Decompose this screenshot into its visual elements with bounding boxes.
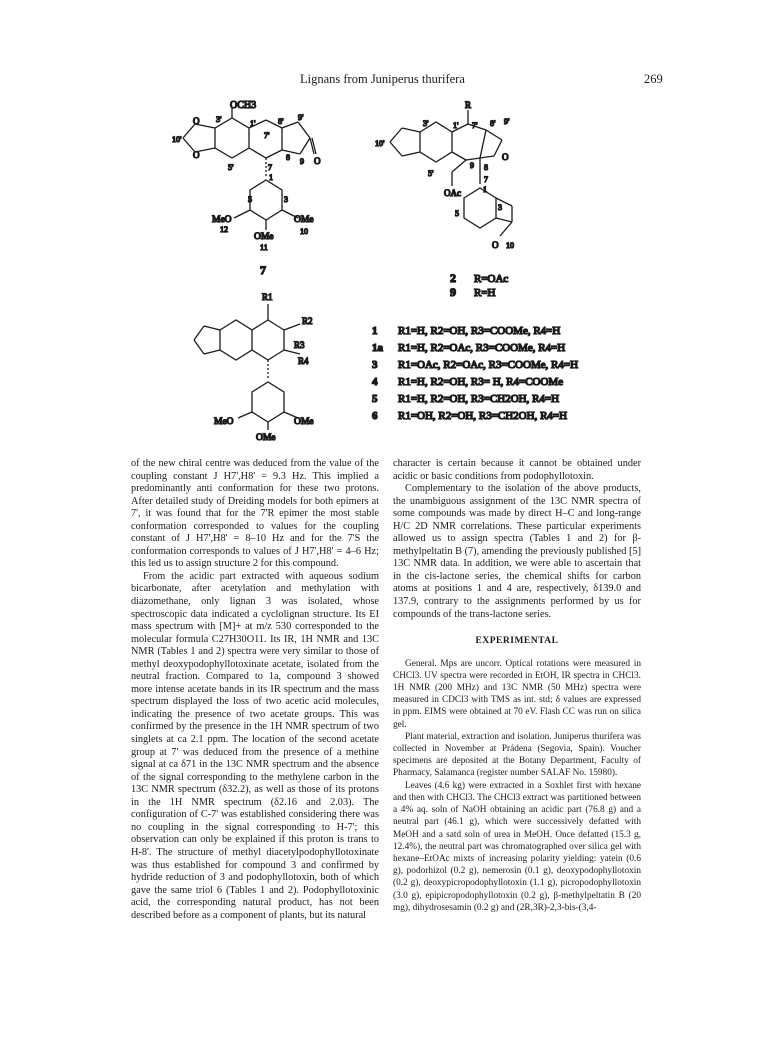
compound-7-number: 7	[260, 263, 266, 277]
gs-label-ome-r: OMe	[294, 417, 314, 427]
gs-label-r3: R3	[294, 340, 305, 350]
c2-label-1p: 1'	[453, 121, 459, 130]
gs-label-r2: R2	[302, 316, 313, 326]
c2-label-8p: 8'	[490, 119, 496, 128]
compound-2-9-structure	[390, 110, 512, 236]
c7-label-7: 7	[268, 163, 272, 172]
c7-label-meo: MeO	[212, 215, 232, 225]
paragraph: Complementary to the isolation of the above products, the unambiguous assignment of the 13C NMR spectra of some compounds was made by direct H–C and long-range H/C 2D NMR correlations. These particular experiments allowed us to assign spectra (Tables 1 and 2) for β-methylpeltatin B (7), amending the previously published [5] 13C NMR data. In addition, we were able to ascertain that in the cis-lactone series, the chemical shifts for carbon atoms at positions 1 and 4 are, respectively, δ139.0 and 137.9, contrary to the assignments performed by us for compounds of the trans-lactone series.	[393, 483, 641, 620]
paragraph: Leaves (4.6 kg) were extracted in a Soxhlet first with hexane and then with CHCl3. The CHCl3 extract was partitioned between a 4% aq. soln of NaOH obtaining an acidic part (76.8 g) and a neutral part (46.1 g), which were successively defatted with MeOH and a satd soln of urea in MeOH. Once defatted (15.3 g, 12.4%), the neutral part was chromatographed over silica gel with hexane–EtOAc mixts of increasing polarity yielding: yatein (0.6 g), podorhizol (0.2 g), nemerosin (0.1 g), deoxypodophyllotoxin (0.2 g), deoxypicropodophyllotoxin (1.1 g), picropodophyllotoxin (3.0 g), epipicropodophyllotoxin (0.2 g), β-methylpeltatin B (20 mg), dihydrosesamin (0.2 g) and (2R,3R)-2,3-bis-(3,4-	[393, 780, 641, 913]
page-number: 269	[644, 72, 663, 86]
c7-label-11: 11	[260, 243, 268, 252]
paragraph: General. Mps are uncorr. Optical rotations were measured in CHCl3. UV spectra were recorded in EtOH, IR spectra in CHCl3. 1H NMR (200 MHz) and 13C NMR (50 MHz) spectra were measured in CDCl3 with TMS as int. std; δ values are expressed in ppm. EIMS were obtained at 70 eV. Flash CC was run on silica gel.	[393, 658, 641, 730]
c7-label-10: 10	[300, 227, 308, 236]
c2-label-9p: 9'	[504, 117, 510, 126]
legend-number: 5	[372, 393, 378, 405]
paragraph: Plant material, extraction and isolation. Juniperus thurifera was collected in November at Prádena (Segovia, Spain). Voucher specimens are deposited at the Botany Department, Faculty of Pharmacy, Salamanca (register number SALAF No. 15980).	[393, 731, 641, 779]
c2-label-1: 1	[483, 185, 487, 194]
legend-desc: R1=H, R2=OAc, R3=COOMe, R4=H	[398, 342, 566, 354]
legend-desc: R1=H, R2=OH, R3=COOMe, R4=H	[398, 325, 561, 337]
c7-label-o1: O	[193, 116, 200, 126]
compound-9-substituent: R=H	[474, 287, 496, 299]
structures-svg	[150, 98, 630, 450]
c7-label-7p: 7'	[264, 131, 270, 140]
gs-label-ome-b: OMe	[256, 433, 276, 443]
paragraph: of the new chiral centre was deduced from the value of the coupling constant J H7',H8' = 9.3 Hz. This implied a predominantly anti conformation for these two protons. After detailed study of Dreiding models for both epimers at 7', it was found that for the 7'R epimer the most stable conformation corresponded to values for the coupling constant of J H7',H8' = 8–10 Hz and for the 7'S the conformation corresponds to values of J H7',H8' = 4–6 Hz; this led us to assign structure 2 for this compound.	[131, 458, 379, 570]
legend-number: 1a	[372, 342, 383, 354]
right-text-column	[393, 458, 641, 914]
c2-label-3p: 3'	[423, 119, 429, 128]
c2-label-7: 7	[484, 175, 488, 184]
c2-label-r: R	[465, 100, 472, 110]
gs-label-r4: R4	[298, 356, 309, 366]
c7-label-8: 8	[286, 153, 290, 162]
c2-label-7p: 7'	[472, 121, 478, 130]
left-text-column	[131, 458, 379, 922]
c7-label-o3: O	[314, 156, 321, 166]
c7-label-ome-b: OMe	[254, 232, 274, 242]
c2-label-9: 9	[470, 161, 474, 170]
general-structure	[194, 304, 300, 430]
c7-label-9: 9	[300, 157, 304, 166]
legend-desc: R1=OH, R2=OH, R3=CH2OH, R4=H	[398, 410, 568, 422]
c7-label-1: 1	[269, 173, 273, 182]
paragraph: From the acidic part extracted with aqueous sodium bicarbonate, after acetylation and methylation with diazomethane, only lignan 3 was isolated, whose spectroscopic data indicated a cyclolignan structure. Its EI mass spectrum with [M]+ at m/z 530 corresponded to the molecular formula C27H30O11. Its IR, 1H NMR and 13C NMR (Tables 1 and 2) spectra were very similar to those of methyl deoxypodophyllotoxinate acetate, isolated from the neutral fraction. Compared to 1a, compound 3 showed more intense acetate bands in its IR spectrum and the mass spectrum displayed the loss of two acetic acid molecules, indicating the presence of two acetate groups. This was confirmed by the presence in the 1H NMR spectrum of two singlets at ca 2.1 ppm. The location of the second acetate group at 7' was deduced from the presence of a methine signal at ca δ71 in the 13C NMR spectrum and the absence of the signal corresponding to the methylene carbon in the 13C NMR spectrum (δ32.2), as well as those of its protons in the 1H NMR spectrum (δ2.16 and 2.03). The configuration of C-7' was established considering there was no coupling in the signal corresponding to H-7'; this observation can only be explained if this proton is trans to H-8'. The structure of methyl diacetylpodophyllotoxinate was thus established for compound 3 and confirmed by hydride reduction of 3 and podophyllotoxin, both of which gave the same triol 6 (Tables 1 and 2). Podophyllotoxinic acid, the corresponding natural product, has not been described before as a component of plants, but its natural	[131, 570, 379, 921]
legend-number: 1	[372, 325, 378, 337]
c7-label-3p: 3'	[216, 115, 222, 124]
c2-label-10: 10	[506, 241, 514, 250]
c2-label-o2: O	[492, 240, 499, 250]
c7-label-9p: 9'	[298, 113, 304, 122]
paragraph: character is certain because it cannot be obtained under acidic or basic conditions from podophyllotoxin.	[393, 458, 641, 482]
c7-label-12: 12	[220, 225, 228, 234]
c7-label-5: 5	[248, 195, 252, 204]
c2-label-o1: O	[502, 152, 509, 162]
c2-label-10p: 10'	[375, 139, 385, 148]
chemical-structures-figure	[150, 98, 630, 450]
c2-label-5: 5	[455, 209, 459, 218]
c7-label-5p: 5'	[228, 163, 234, 172]
c2-label-5p: 5'	[428, 169, 434, 178]
c7-label-10p: 10'	[172, 135, 182, 144]
c7-label-3: 3	[284, 195, 288, 204]
legend-number: 6	[372, 410, 378, 422]
legend-desc: R1=H, R2=OH, R3=CH2OH, R4=H	[398, 393, 560, 405]
c7-label-o2: O	[193, 150, 200, 160]
compound-legend	[372, 325, 578, 422]
compound-2-number: 2	[450, 271, 456, 285]
c2-label-3: 3	[498, 203, 502, 212]
legend-desc: R1=OAc, R2=OAc, R3=COOMe, R4=H	[398, 359, 579, 371]
compound-2-substituent: R=OAc	[474, 273, 509, 285]
gs-label-r1: R1	[262, 292, 273, 302]
compound-9-number: 9	[450, 285, 456, 299]
c7-label-8p: 8'	[278, 117, 284, 126]
legend-number: 4	[372, 376, 378, 388]
section-title-experimental: EXPERIMENTAL	[475, 636, 559, 647]
legend-desc: R1=H, R2=OH, R3= H, R4=COOMe	[398, 376, 564, 388]
c2-label-8: 8	[484, 163, 488, 172]
c7-label-och3: OCH3	[230, 100, 257, 111]
c7-label-ome-r: OMe	[294, 215, 314, 225]
page-header	[0, 72, 768, 88]
c7-label-1p: 1'	[250, 119, 256, 128]
running-title: Lignans from Juniperus thurifera	[300, 72, 465, 86]
legend-number: 3	[372, 359, 378, 371]
c2-label-oac: OAc	[444, 188, 461, 198]
gs-label-meo: MeO	[214, 417, 234, 427]
